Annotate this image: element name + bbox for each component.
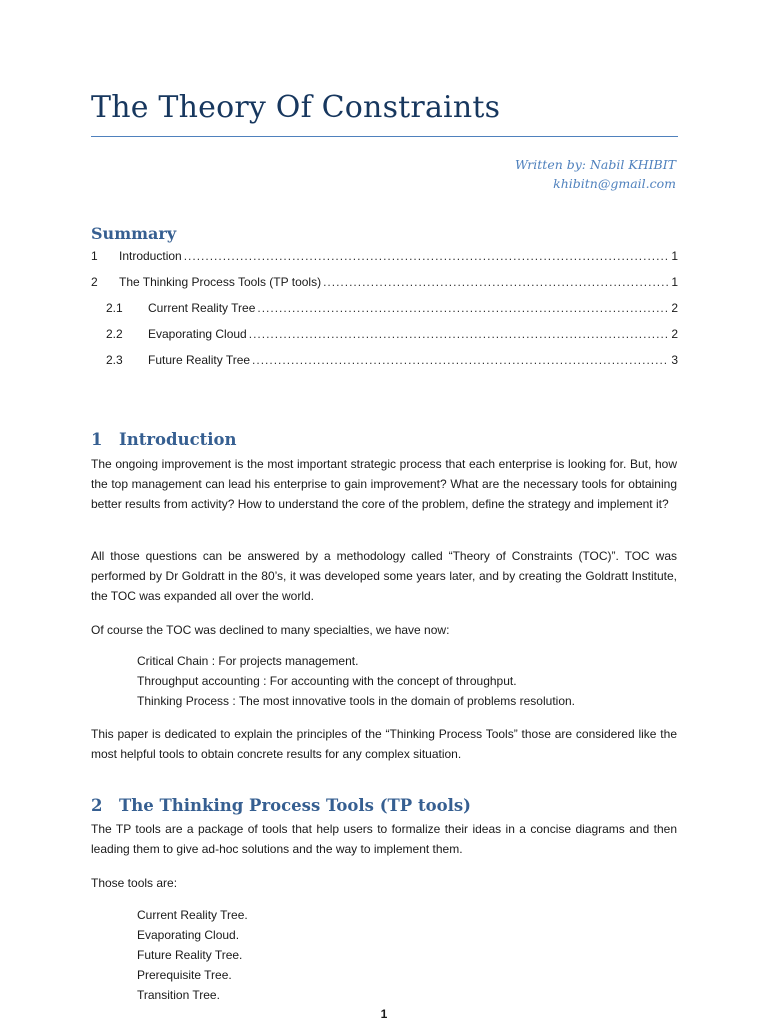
list-item: Future Reality Tree.: [137, 948, 243, 962]
toc-entry-number: 2.3: [106, 353, 123, 367]
toc-specialties-list: [137, 651, 575, 711]
toc-entry-evaporating-cloud[interactable]: [106, 327, 678, 343]
list-item: Evaporating Cloud.: [137, 928, 240, 942]
toc-entry-current-reality-tree[interactable]: [106, 301, 678, 317]
toc-entry-number: 2.1: [106, 301, 123, 315]
toc-entry-page: 1: [671, 249, 678, 263]
intro-paragraph-1: The ongoing improvement is the most important strategic process that each enterprise is looking for. But, how the top management can lead his enterprise to gain improvement? What are the necessary tools for obtaining better results from activity? How to understand the core of the problem, define the strategy and implement it?: [91, 457, 677, 511]
intro-paragraph-3: Of course the TOC was declined to many specialties, we have now:: [91, 623, 450, 637]
list-item: Prerequisite Tree.: [137, 968, 232, 982]
toc-entry-number: 2.2: [106, 327, 123, 341]
toc-entry-title: The Thinking Process Tools (TP tools): [119, 275, 322, 289]
toc-entry-title: Current Reality Tree: [148, 301, 256, 315]
section-heading-introduction: [91, 430, 237, 449]
toc-entry-page: 1: [671, 275, 678, 289]
list-item: Critical Chain : For projects management.: [137, 654, 359, 668]
toc-entry-number: 2: [91, 275, 98, 289]
toc-entry-title: Evaporating Cloud: [148, 327, 247, 341]
author-block: [515, 155, 676, 193]
toc-entry-page: 3: [671, 353, 678, 367]
section-number: 1: [91, 430, 103, 449]
list-item: Throughput accounting : For accounting with the concept of throughput.: [137, 674, 517, 688]
title-underline: [91, 136, 678, 137]
toc-entry-page: 2: [671, 327, 678, 341]
document-title: The Theory Of Constraints: [91, 90, 501, 125]
list-item: Current Reality Tree.: [137, 908, 248, 922]
toc-entry-number: 1: [91, 249, 98, 263]
section-title: The Thinking Process Tools (TP tools): [119, 796, 471, 815]
tp-tools-list: [137, 905, 248, 1005]
toc-entry-title: Introduction: [119, 249, 182, 263]
toc-entry-title: Future Reality Tree: [148, 353, 251, 367]
toc-leader-dots: [257, 301, 669, 315]
section-heading-tp-tools: [91, 796, 471, 815]
author-email[interactable]: khibitn@gmail.com: [553, 176, 676, 191]
tp-paragraph-2: Those tools are:: [91, 876, 178, 890]
intro-paragraph-4: This paper is dedicated to explain the principles of the “Thinking Process Tools” those are considered like the most helpful tools to obtain concrete results for any complex situation.: [91, 727, 677, 761]
intro-paragraph-2: All those questions can be answered by a methodology called “Theory of Constraints (TOC)”. TOC was performed by Dr Goldratt in the 80’s, it was developed some years later, and by creating the Goldratt Institute, the TOC was expanded all over the world.: [91, 549, 677, 603]
toc-entry-introduction[interactable]: [91, 249, 678, 265]
page-number: 1: [380, 1007, 388, 1021]
toc-leader-dots: [323, 275, 669, 289]
toc-leader-dots: [252, 353, 669, 367]
toc-entry-page: 2: [671, 301, 678, 315]
tp-paragraph-1: The TP tools are a package of tools that help users to formalize their ideas in a concise diagrams and then leading them to give ad-hoc solutions and the way to implement them.: [91, 822, 677, 856]
author-name: Written by: Nabil KHIBIT: [515, 157, 676, 172]
list-item: Transition Tree.: [137, 988, 220, 1002]
list-item: Thinking Process : The most innovative tools in the domain of problems resolution.: [137, 694, 575, 708]
toc-leader-dots: [249, 327, 670, 341]
section-title: Introduction: [119, 430, 237, 449]
section-number: 2: [91, 796, 103, 815]
toc-leader-dots: [184, 249, 670, 263]
toc-entry-future-reality-tree[interactable]: [106, 353, 678, 369]
summary-heading: Summary: [91, 224, 177, 243]
toc-entry-tp-tools[interactable]: [91, 275, 678, 291]
